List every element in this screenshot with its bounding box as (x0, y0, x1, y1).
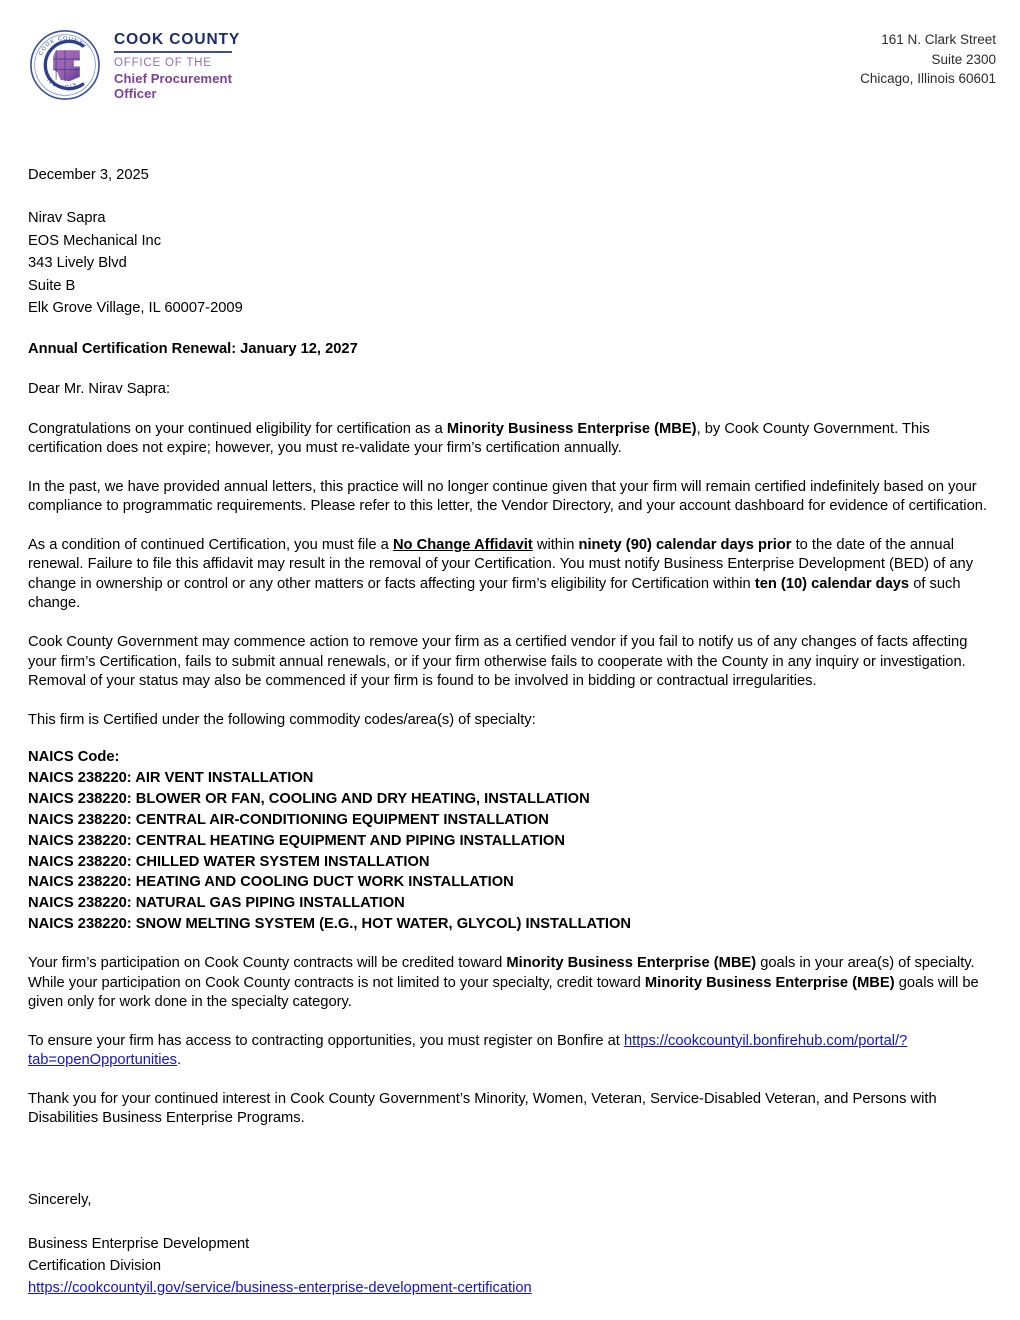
naics-code-list (28, 747, 996, 935)
naics-item: NAICS 238220: CENTRAL HEATING EQUIPMENT AND PIPING INSTALLATION (28, 832, 565, 849)
brand-lockup (28, 26, 240, 102)
naics-heading: NAICS Code: (28, 749, 120, 766)
para3-text-c: within (532, 536, 579, 553)
letterhead (28, 26, 996, 122)
svg-text:COOK COUNTY: COOK COUNTY (37, 35, 88, 57)
para1-mbe-bold: Minority Business Enterprise (MBE) (446, 420, 697, 437)
letter-date: December 3, 2025 (28, 167, 149, 183)
wordmark-office-of-the: OFFICE OF THE (114, 57, 212, 70)
no-change-affidavit-emphasis: No Change Affidavit (392, 536, 533, 553)
paragraph-bonfire-registration (28, 1032, 996, 1071)
bonfire-portal-link[interactable]: https://cookcountyil.bonfirehub.com/portal/?tab=openOpportunities (28, 1032, 908, 1069)
naics-item: NAICS 238220: SNOW MELTING SYSTEM (E.G., HOT WATER, GLYCOL) INSTALLATION (28, 916, 632, 933)
paragraph-removal-action: Cook County Government may commence action to remove your firm as a certified vendor if you fail to notify us of any changes of facts affecting your firm’s Certification, fails to submit annual renewals, or if your firm otherwise fails to cooperate with the County in any inquiry or investigation. Removal of your status may also be commenced if your firm is found to be involved in bidding or contractual irregularities. (28, 634, 968, 690)
para3-ten-days-bold: ten (10) calendar days (754, 575, 910, 592)
sincerely-line: Sincerely, (28, 1191, 92, 1208)
para3-text-g: of such change. (28, 575, 961, 612)
signature-block (28, 1191, 996, 1300)
hq-address-line1: 161 N. Clark Street (881, 32, 996, 47)
para5-mbe-bold-2: Minority Business Enterprise (MBE) (644, 974, 895, 991)
para3-text-a: As a condition of continued Certification, you must file a (28, 536, 393, 553)
paragraph-commodity-intro: This firm is Certified under the following commodity codes/area(s) of specialty: (28, 711, 536, 728)
para1-text-a: Congratulations on your continued eligibility for certification as a (28, 420, 447, 437)
letter-body (28, 166, 996, 1300)
naics-item: NAICS 238220: NATURAL GAS PIPING INSTALLATION (28, 895, 405, 912)
para1-text-c: , by Cook County Government. This certification does not expire; however, you must re-validate your firm’s certification annually. (28, 420, 930, 457)
paragraph-no-annual-letters: In the past, we have provided annual letters, this practice will no longer continue given that your firm will remain certified indefinitely based on your compliance to programmatic requirements. Please refer to this letter, the Vendor Directory, and your account dashboard for evidence of certification. (28, 478, 987, 515)
para6-text-c: . (177, 1052, 182, 1069)
addressee-suite: Suite B (28, 277, 76, 294)
naics-item: NAICS 238220: AIR VENT INSTALLATION (28, 770, 314, 787)
addressee-name: Nirav Sapra (28, 210, 106, 227)
addressee-city-state-zip: Elk Grove Village, IL 60007-2009 (28, 300, 243, 317)
para6-text-a: To ensure your firm has access to contracting opportunities, you must register on Bonfire at (28, 1032, 624, 1049)
salutation: Dear Mr. Nirav Sapra: (28, 381, 171, 398)
wordmark-cpo-line2: Officer (114, 85, 157, 101)
naics-item: NAICS 238220: CHILLED WATER SYSTEM INSTALLATION (28, 853, 430, 870)
naics-item: NAICS 238220: BLOWER OR FAN, COOLING AND DRY HEATING, INSTALLATION (28, 790, 590, 807)
addressee-block (28, 207, 996, 319)
para5-text-a: Your firm’s participation on Cook County contracts will be credited toward (28, 955, 507, 972)
paragraph-thank-you: Thank you for your continued interest in Cook County Government’s Minority, Women, Veteran, Service-Disabled Veteran, and Persons with Disabilities Business Enterprise Programs. (28, 1090, 937, 1127)
wordmark-county: COOK COUNTY (114, 31, 241, 48)
para5-text-c: goals in your area(s) of specialty. While your participation on Cook County contracts is not limited to your specialty, credit toward (28, 955, 975, 991)
para3-text-e: to the date of the annual renewal. Failure to file this affidavit may result in the removal of your Certification. You must notify Business Enterprise Development (BED) of any change in ownership or control or any other matters or facts affecting your firm’s eligibility for Certification within (28, 536, 974, 592)
para3-ninety-days-bold: ninety (90) calendar days prior (578, 536, 792, 553)
wordmark (114, 26, 240, 101)
wordmark-rule (114, 51, 232, 53)
bed-certification-link[interactable]: https://cookcountyil.gov/service/business-enterprise-development-certification (28, 1279, 532, 1296)
cook-county-illinois-seal-icon (28, 28, 102, 102)
naics-item: NAICS 238220: HEATING AND COOLING DUCT WORK INSTALLATION (28, 874, 514, 891)
hq-address-line3: Chicago, Illinois 60601 (860, 71, 996, 87)
signer-division: Certification Division (28, 1258, 162, 1275)
para5-mbe-bold-1: Minority Business Enterprise (MBE) (506, 955, 757, 972)
paragraph-no-change-affidavit (28, 536, 996, 614)
addressee-company: EOS Mechanical Inc (28, 232, 162, 249)
addressee-street: 343 Lively Blvd (28, 255, 127, 272)
subject-line: Annual Certification Renewal: January 12, 2027 (28, 340, 358, 357)
paragraph-congratulations (28, 420, 996, 459)
paragraph-mbe-goals-credit (28, 954, 996, 1013)
signer-department: Business Enterprise Development (28, 1236, 250, 1253)
wordmark-cpo-line1: Chief Procurement (114, 70, 233, 86)
para5-text-e: goals will be given only for work done in the specialty category. (28, 974, 979, 1011)
svg-text:ILLINOIS: ILLINOIS (45, 77, 80, 91)
hq-address-line2: Suite 2300 (931, 51, 996, 67)
naics-item: NAICS 238220: CENTRAL AIR-CONDITIONING EQUIPMENT INSTALLATION (28, 811, 549, 828)
headquarters-address (860, 26, 996, 89)
